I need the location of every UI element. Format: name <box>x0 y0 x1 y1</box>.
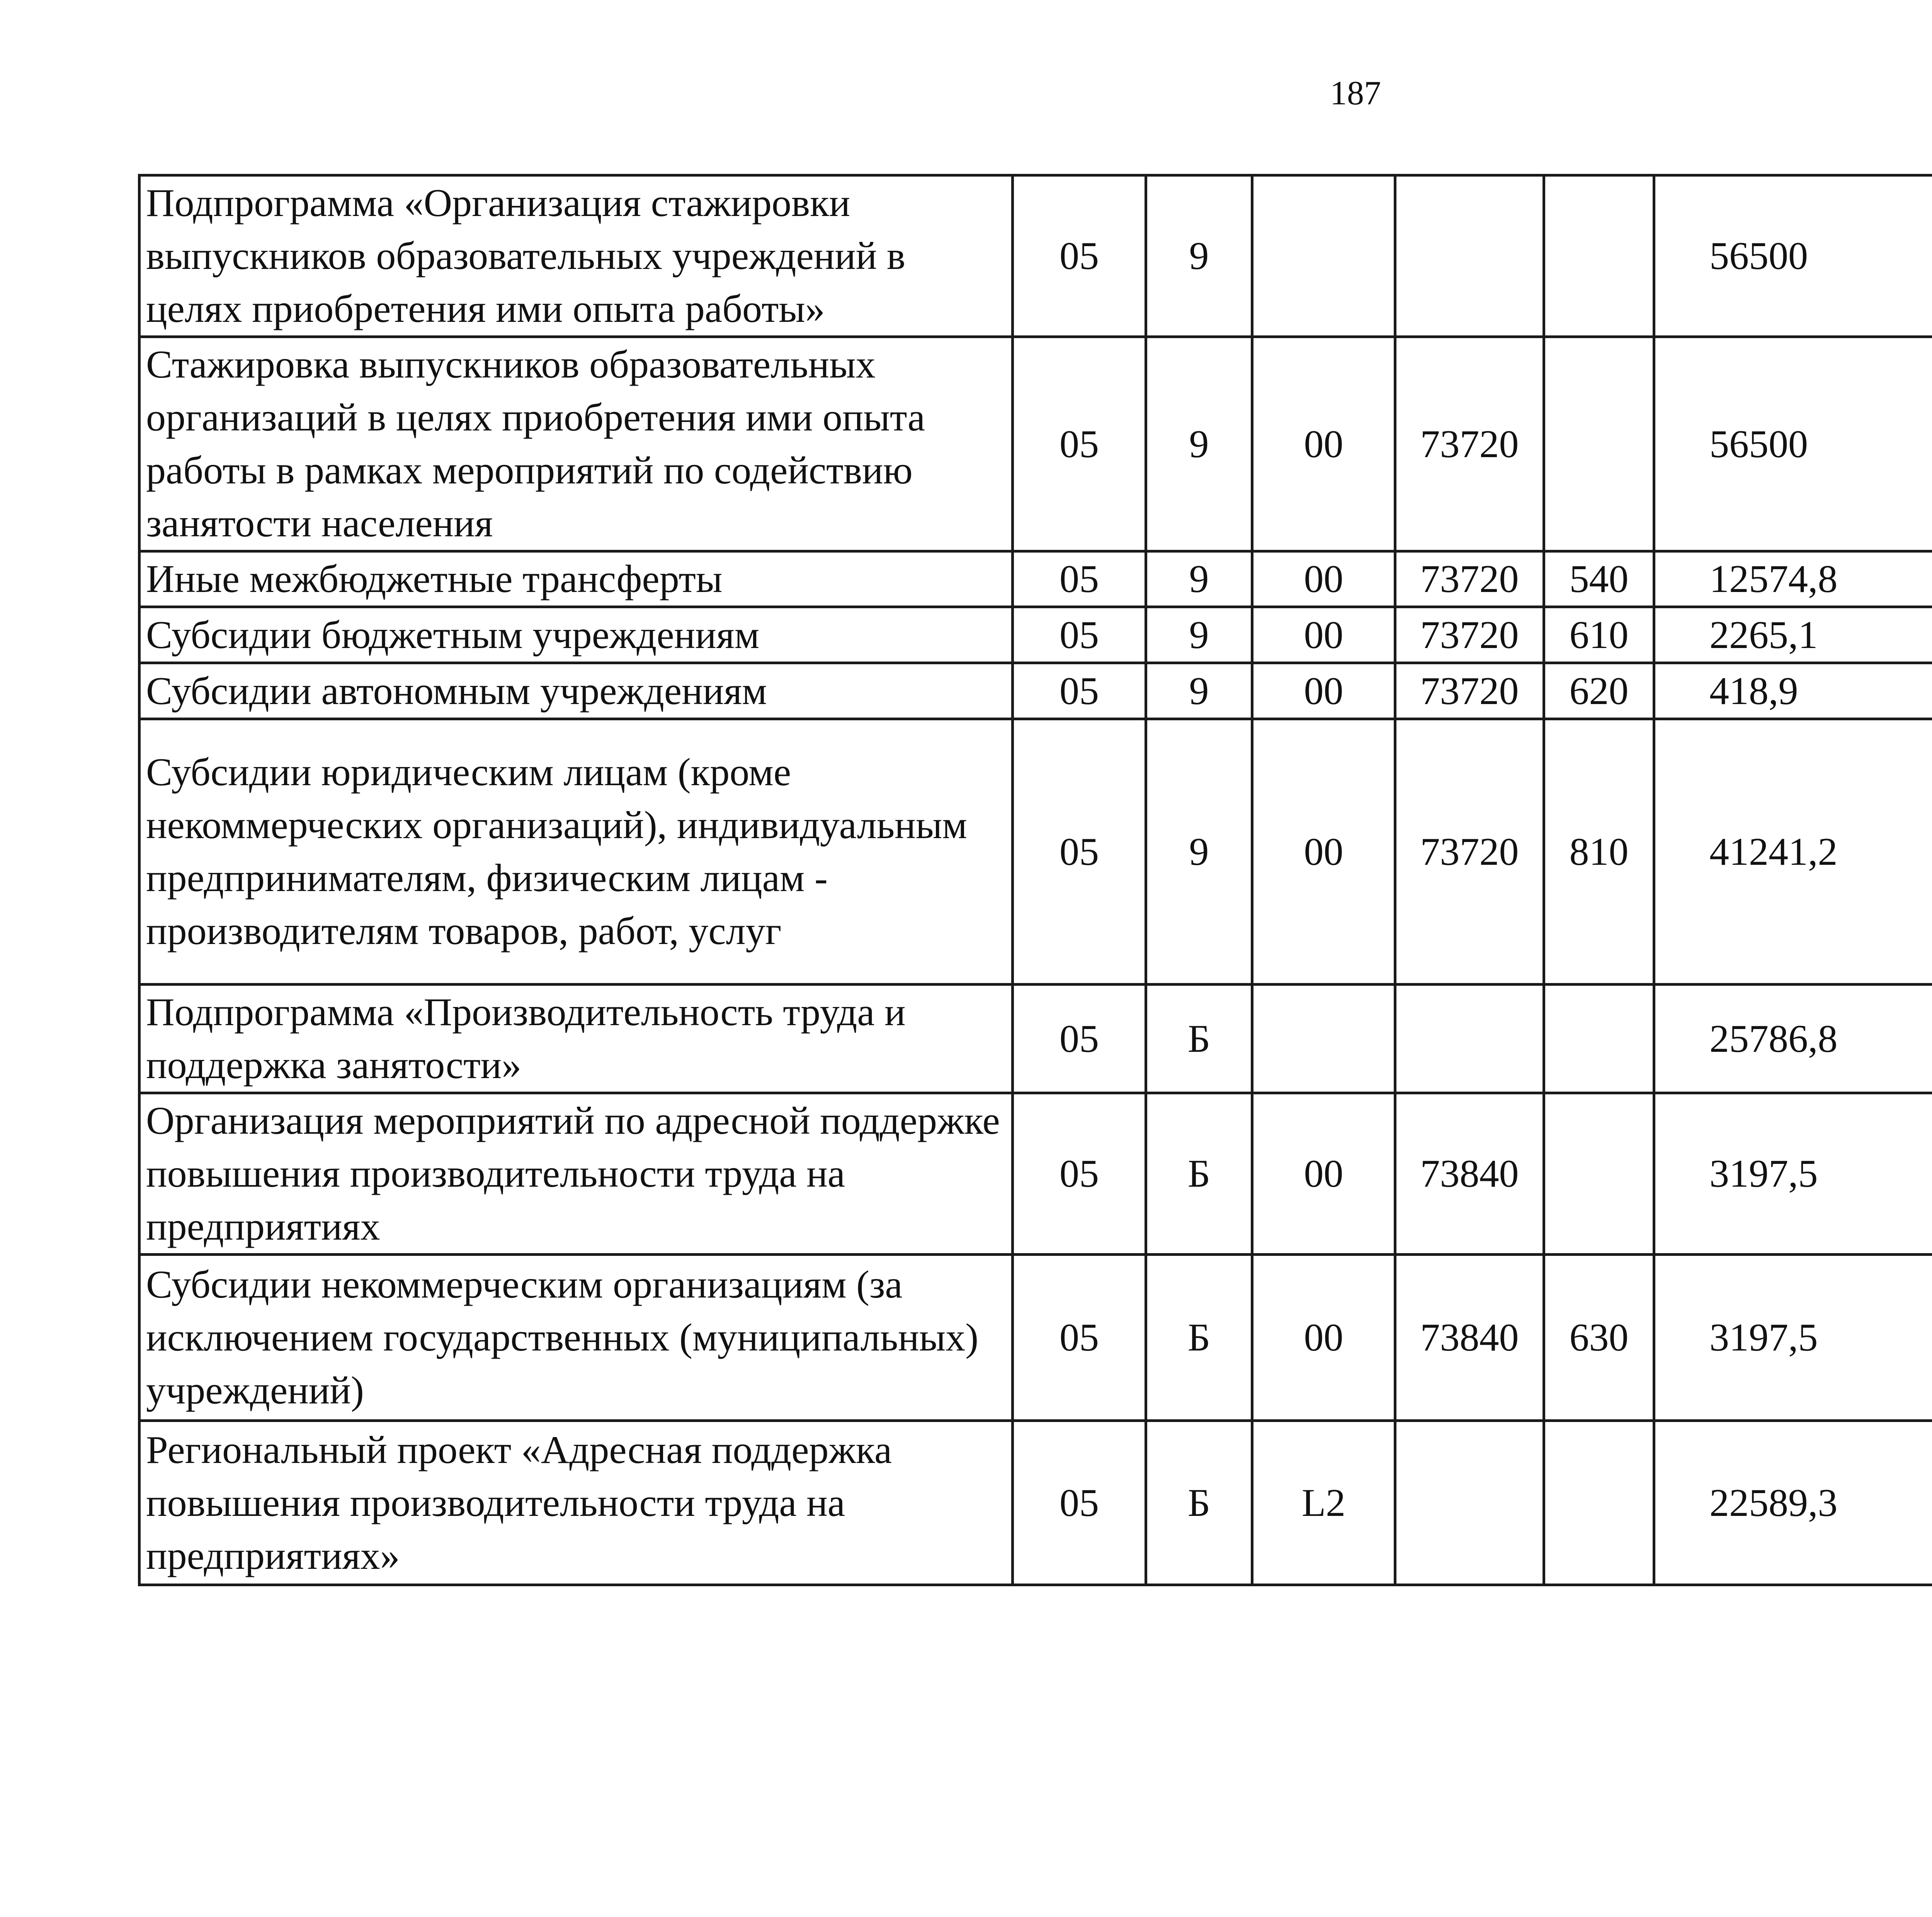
row-name: Субсидии бюджетным учреждениям <box>139 607 1013 663</box>
program-code: 9 <box>1146 719 1252 985</box>
amount: 22589,3 <box>1654 1421 1932 1585</box>
program-code: Б <box>1146 1093 1252 1255</box>
direction-code: 73720 <box>1395 719 1544 985</box>
direction-code <box>1395 1421 1544 1585</box>
table-row <box>139 985 1932 1093</box>
subprogram-code: 00 <box>1252 1255 1395 1421</box>
expense-type-code <box>1544 985 1654 1093</box>
program-code: 9 <box>1146 607 1252 663</box>
subprogram-code: 00 <box>1252 337 1395 551</box>
section-code: 05 <box>1013 985 1146 1093</box>
expense-type-code: 620 <box>1544 663 1654 719</box>
subprogram-code: 00 <box>1252 607 1395 663</box>
direction-code: 73720 <box>1395 337 1544 551</box>
expense-type-code <box>1544 1421 1654 1585</box>
direction-code: 73840 <box>1395 1093 1544 1255</box>
expense-type-code <box>1544 175 1654 337</box>
table-row <box>139 607 1932 663</box>
subprogram-code <box>1252 175 1395 337</box>
direction-code: 73720 <box>1395 551 1544 607</box>
direction-code: 73720 <box>1395 607 1544 663</box>
subprogram-code: 00 <box>1252 551 1395 607</box>
subprogram-code: L2 <box>1252 1421 1395 1585</box>
row-name: Подпрограмма «Производительность труда и поддержка занятости» <box>139 985 1013 1093</box>
row-name: Организация мероприятий по адресной поддержке повышения производительности труда на предприятиях <box>139 1093 1013 1255</box>
amount: 2265,1 <box>1654 607 1932 663</box>
amount: 418,9 <box>1654 663 1932 719</box>
section-code: 05 <box>1013 719 1146 985</box>
program-code: 9 <box>1146 551 1252 607</box>
row-name: Субсидии автономным учреждениям <box>139 663 1013 719</box>
direction-code: 73720 <box>1395 663 1544 719</box>
row-name: Подпрограмма «Организация стажировки выпускников образовательных учреждений в целях приобретения ими опыта работы» <box>139 175 1013 337</box>
program-code: Б <box>1146 1255 1252 1421</box>
amount: 25786,8 <box>1654 985 1932 1093</box>
table-row <box>139 175 1932 337</box>
row-name: Субсидии некоммерческим организациям (за исключением государственных (муниципальных) учреждений) <box>139 1255 1013 1421</box>
table-row <box>139 1093 1932 1255</box>
program-code: 9 <box>1146 175 1252 337</box>
expense-type-code: 630 <box>1544 1255 1654 1421</box>
amount: 12574,8 <box>1654 551 1932 607</box>
amount: 3197,5 <box>1654 1093 1932 1255</box>
program-code: Б <box>1146 1421 1252 1585</box>
table-row <box>139 1421 1932 1585</box>
section-code: 05 <box>1013 1421 1146 1585</box>
amount: 56500 <box>1654 337 1932 551</box>
section-code: 05 <box>1013 663 1146 719</box>
section-code: 05 <box>1013 607 1146 663</box>
program-code: Б <box>1146 985 1252 1093</box>
page-number: 187 <box>1330 75 1381 112</box>
amount: 56500 <box>1654 175 1932 337</box>
expense-type-code: 810 <box>1544 719 1654 985</box>
table-row <box>139 1255 1932 1421</box>
direction-code <box>1395 175 1544 337</box>
row-name: Региональный проект «Адресная поддержка повышения производительности труда на предприятиях» <box>139 1421 1013 1585</box>
row-name: Субсидии юридическим лицам (кроме некоммерческих организаций), индивидуальным предпринимателям, физическим лицам - производителям товаров, работ, услуг <box>139 719 1013 985</box>
row-name: Стажировка выпускников образовательных организаций в целях приобретения ими опыта работы в рамках мероприятий по содействию занятости населения <box>139 337 1013 551</box>
section-code: 05 <box>1013 337 1146 551</box>
amount: 3197,5 <box>1654 1255 1932 1421</box>
direction-code: 73840 <box>1395 1255 1544 1421</box>
subprogram-code: 00 <box>1252 1093 1395 1255</box>
expense-type-code: 540 <box>1544 551 1654 607</box>
row-name: Иные межбюджетные трансферты <box>139 551 1013 607</box>
table-row <box>139 337 1932 551</box>
program-code: 9 <box>1146 337 1252 551</box>
table-row <box>139 663 1932 719</box>
direction-code <box>1395 985 1544 1093</box>
program-code: 9 <box>1146 663 1252 719</box>
budget-table <box>138 174 1932 1586</box>
section-code: 05 <box>1013 175 1146 337</box>
subprogram-code <box>1252 985 1395 1093</box>
subprogram-code: 00 <box>1252 719 1395 985</box>
section-code: 05 <box>1013 1255 1146 1421</box>
section-code: 05 <box>1013 1093 1146 1255</box>
section-code: 05 <box>1013 551 1146 607</box>
table-row <box>139 551 1932 607</box>
expense-type-code: 610 <box>1544 607 1654 663</box>
amount: 41241,2 <box>1654 719 1932 985</box>
subprogram-code: 00 <box>1252 663 1395 719</box>
expense-type-code <box>1544 1093 1654 1255</box>
expense-type-code <box>1544 337 1654 551</box>
table-row <box>139 719 1932 985</box>
